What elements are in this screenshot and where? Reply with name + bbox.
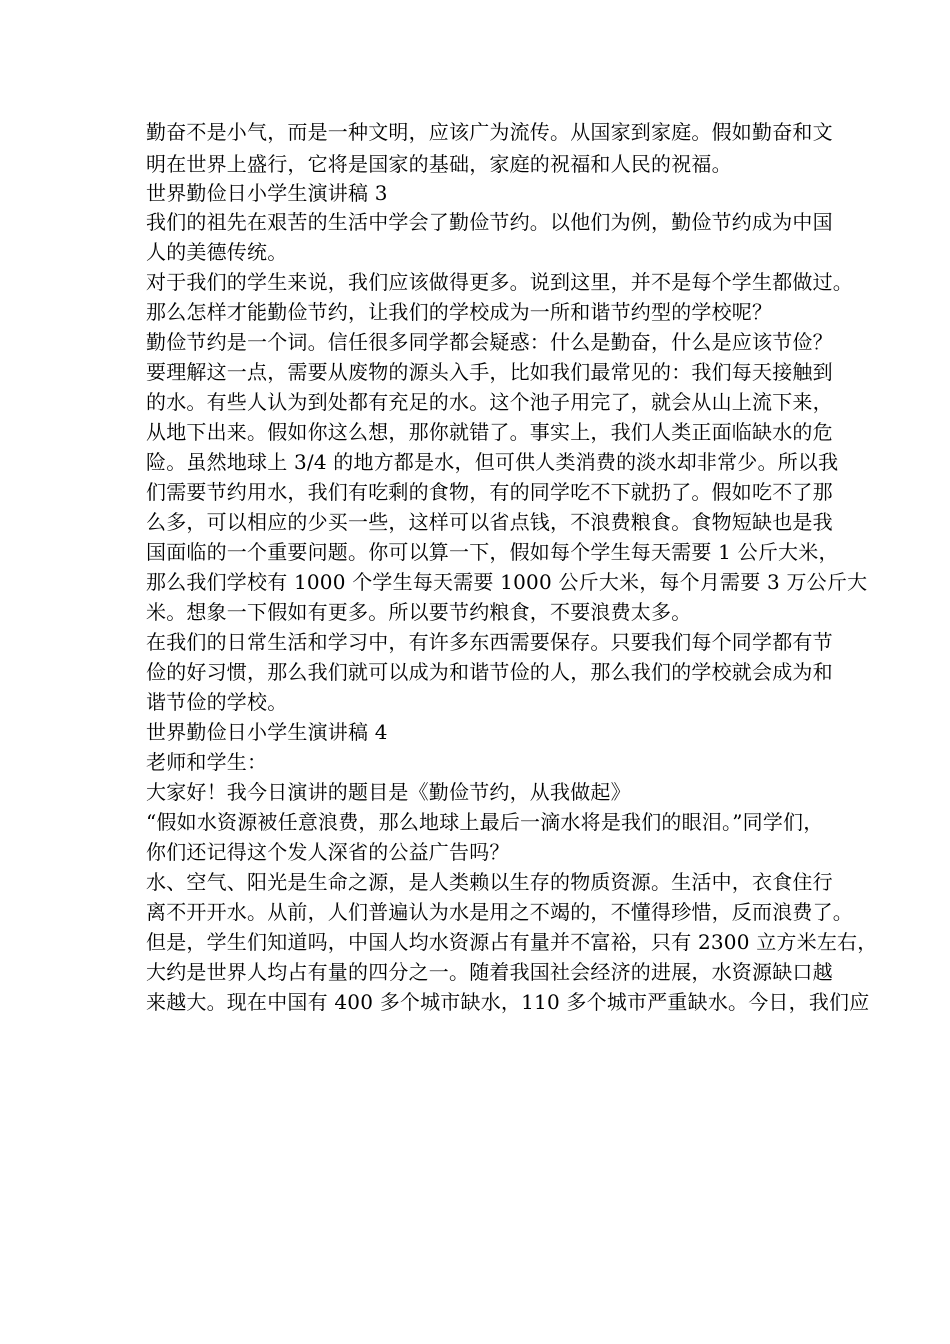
paragraph-line: 我们的祖先在艰苦的生活中学会了勤俭节约。以他们为例，勤俭节约成为中国 [146,210,833,234]
paragraph-line: 谐节俭的学校。 [146,690,288,714]
paragraph-line: 从地下出来。假如你这么想，那你就错了。事实上，我们人类正面临缺水的危 [146,420,833,444]
paragraph-line: 的水。有些人认为到处都有充足的水。这个池子用完了，就会从山上流下来， [146,390,833,414]
paragraph-line: 么多，可以相应的少买一些，这样可以省点钱，不浪费粮食。食物短缺也是我 [146,510,833,534]
paragraph-line: 险。虽然地球上 3/4 的地方都是水，但可供人类消费的淡水却非常少。所以我 [146,450,839,474]
paragraph-line: 国面临的一个重要问题。你可以算一下，假如每个学生每天需要 1 公斤大米， [146,540,839,564]
paragraph-line: 对于我们的学生来说，我们应该做得更多。说到这里，并不是每个学生都做过。 [146,270,853,294]
paragraph-line: 水、空气、阳光是生命之源，是人类赖以生存的物质资源。生活中，衣食住行 [146,870,833,894]
paragraph-line: 来越大。现在中国有 400 多个城市缺水，110 多个城市严重缺水。今日，我们应 [146,990,870,1014]
paragraph-line: 勤俭节约是一个词。信任很多同学都会疑惑：什么是勤奋，什么是应该节俭？ [146,330,833,354]
section-heading: 世界勤俭日小学生演讲稿 4 [146,720,388,744]
paragraph-line: 那么我们学校有 1000 个学生每天需要 1000 公斤大米，每个月需要 3 万公斤大 [146,570,868,594]
paragraph-line: 离不开开水。从前，人们普遍认为水是用之不竭的，不懂得珍惜，反而浪费了。 [146,900,853,924]
paragraph-line: 老师和学生： [146,750,268,774]
paragraph-line: 明在世界上盛行，它将是国家的基础，家庭的祝福和人民的祝福。 [146,152,732,176]
paragraph-line: 米。想象一下假如有更多。所以要节约粮食，不要浪费太多。 [146,600,692,624]
paragraph-line: “假如水资源被任意浪费，那么地球上最后一滴水将是我们的眼泪。”同学们， [146,810,824,834]
paragraph-line: 你们还记得这个发人深省的公益广告吗？ [146,840,510,864]
paragraph-line: 人的美德传统。 [146,240,288,264]
paragraph-line: 勤奋不是小气，而是一种文明，应该广为流传。从国家到家庭。假如勤奋和文 [146,120,833,144]
paragraph-line: 俭的好习惯，那么我们就可以成为和谐节俭的人，那么我们的学校就会成为和 [146,660,833,684]
section-heading: 世界勤俭日小学生演讲稿 3 [146,181,388,205]
paragraph-line: 们需要节约用水，我们有吃剩的食物，有的同学吃不下就扔了。假如吃不了那 [146,480,833,504]
paragraph-line: 但是，学生们知道吗，中国人均水资源占有量并不富裕，只有 2300 立方米左右， [146,930,878,954]
paragraph-line: 大家好！我今日演讲的题目是《勤俭节约，从我做起》 [146,780,631,804]
paragraph-line: 那么怎样才能勤俭节约，让我们的学校成为一所和谐节约型的学校呢？ [146,300,773,324]
paragraph-line: 要理解这一点，需要从废物的源头入手，比如我们最常见的：我们每天接触到 [146,360,833,384]
paragraph-line: 大约是世界人均占有量的四分之一。随着我国社会经济的进展，水资源缺口越 [146,960,833,984]
document-body [146,116,878,1017]
paragraph-line: 在我们的日常生活和学习中，有许多东西需要保存。只要我们每个同学都有节 [146,630,833,654]
